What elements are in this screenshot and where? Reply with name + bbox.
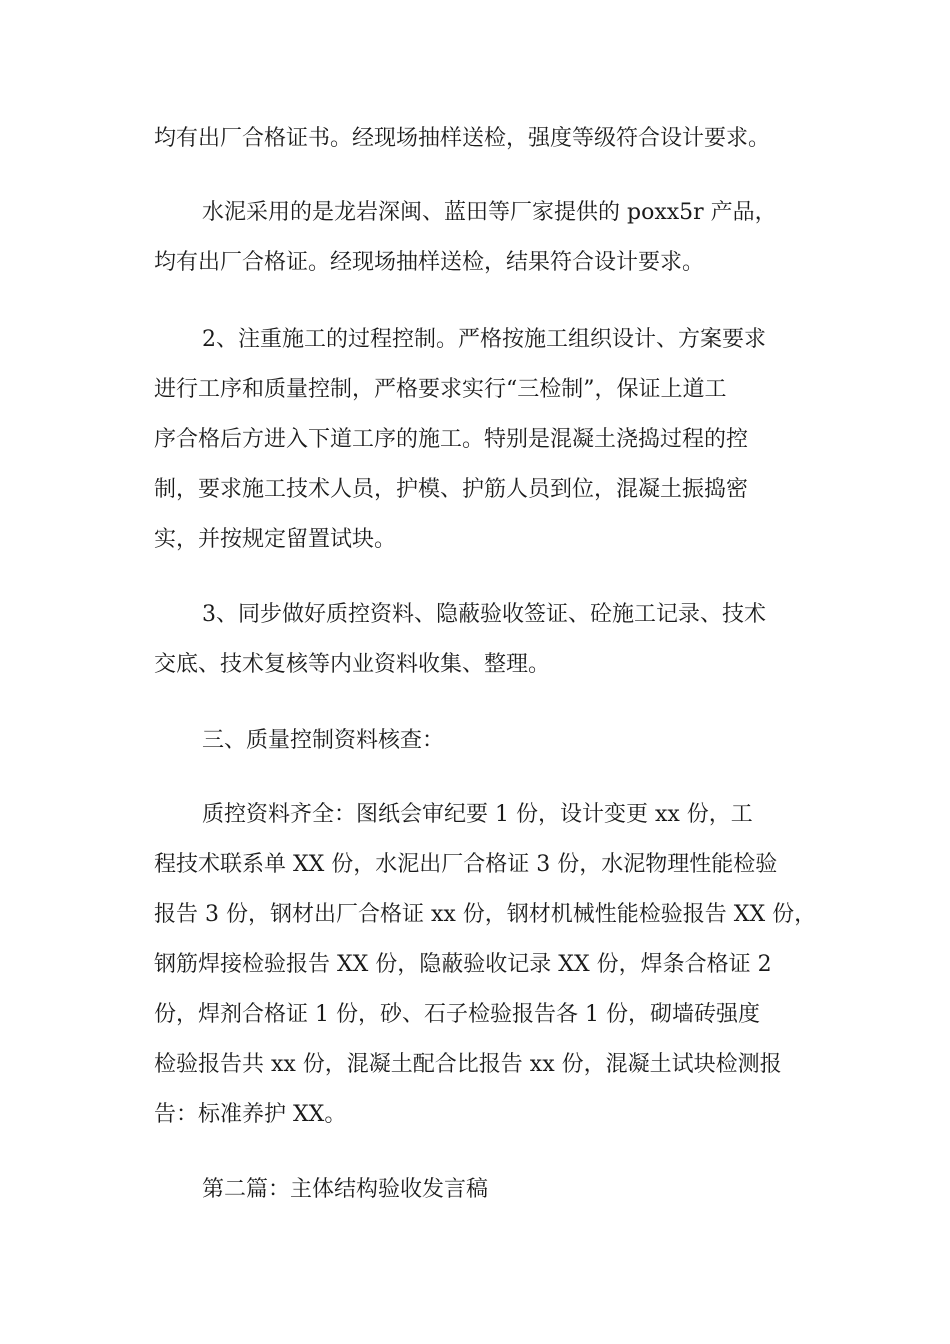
paragraph-line: 进行工序和质量控制，严格要求实行“三检制”，保证上道工 (154, 377, 727, 402)
paragraph-line: 质控资料齐全：图纸会审纪要 1 份，设计变更 xx 份，工 (202, 802, 753, 827)
paragraph-line: 份，焊剂合格证 1 份，砂、石子检验报告各 1 份，砌墙砖强度 (154, 1002, 760, 1027)
paragraph-line: 2、注重施工的过程控制。严格按施工组织设计、方案要求 (202, 327, 766, 352)
paragraph-line: 均有出厂合格证。经现场抽样送检，结果符合设计要求。 (154, 250, 705, 275)
paragraph-line: 均有出厂合格证书。经现场抽样送检，强度等级符合设计要求。 (154, 126, 771, 151)
paragraph-line: 实，并按规定留置试块。 (154, 527, 397, 552)
paragraph-line: 钢筋焊接检验报告 XX 份，隐蔽验收记录 XX 份，焊条合格证 2 (154, 952, 772, 977)
paragraph-line: 程技术联系单 XX 份，水泥出厂合格证 3 份，水泥物理性能检验 (154, 852, 778, 877)
section-heading: 三、质量控制资料核查： (202, 728, 445, 753)
paragraph-line: 水泥采用的是龙岩深闽、蓝田等厂家提供的 poxx5r 产品， (202, 200, 777, 225)
paragraph-line: 3、同步做好质控资料、隐蔽验收签证、砼施工记录、技术 (202, 602, 766, 627)
paragraph-line: 序合格后方进入下道工序的施工。特别是混凝土浇捣过程的控 (154, 427, 749, 452)
paragraph-line: 交底、技术复核等内业资料收集、整理。 (154, 652, 551, 677)
chapter-heading: 第二篇：主体结构验收发言稿 (202, 1177, 489, 1202)
paragraph-line: 告：标准养护 XX。 (154, 1102, 347, 1127)
paragraph-line: 检验报告共 xx 份，混凝土配合比报告 xx 份，混凝土试块检测报 (154, 1052, 782, 1077)
paragraph-line: 制，要求施工技术人员，护模、护筋人员到位，混凝土振捣密 (154, 477, 749, 502)
paragraph-line: 报告 3 份，钢材出厂合格证 xx 份，钢材机械性能检验报告 XX 份， (154, 902, 817, 927)
